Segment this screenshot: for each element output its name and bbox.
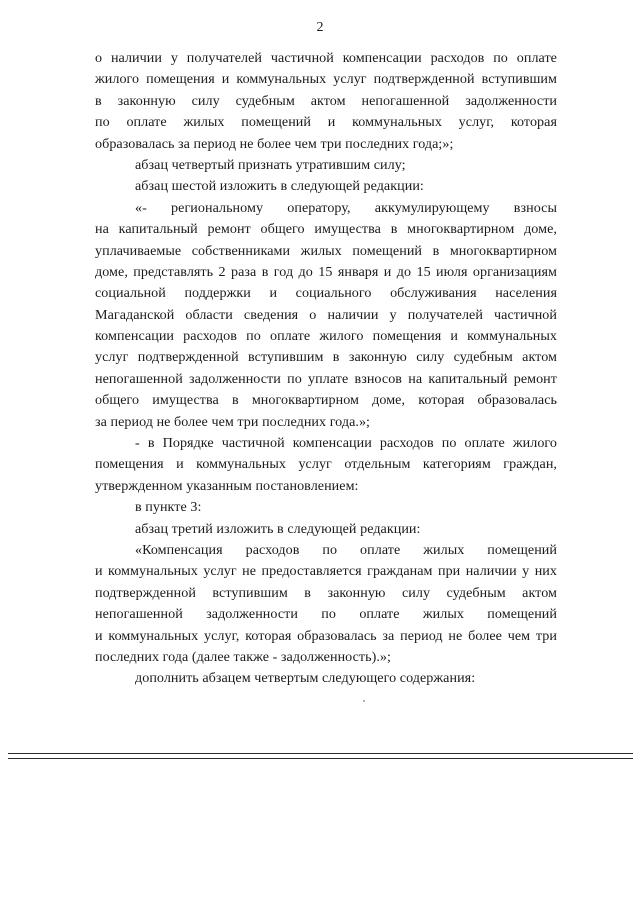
text-line: последних года (далее также - задолженность).»; — [95, 648, 391, 665]
text-line: образовалась за период не более чем три последних года;»; — [95, 135, 454, 152]
document-body — [95, 48, 557, 690]
text-line: компенсации расходов по оплате жилого помещения и коммунальных — [95, 328, 557, 345]
text-line: помещения и коммунальных услуг отдельным категориям граждан, — [95, 456, 557, 473]
text-line: доме, представлять 2 раза в год до 15 января и до 15 июля организациям — [95, 263, 557, 280]
text-line: Магаданской области сведения о наличии у получателей частичной — [95, 306, 557, 323]
text-line: - в Порядке частичной компенсации расходов по оплате жилого — [135, 435, 557, 452]
text-line: на капитальный ремонт общего имущества в многоквартирном доме, — [95, 221, 557, 238]
text-line: «- региональному оператору, аккумулирующему взносы — [135, 199, 557, 216]
text-line: абзац четвертый признать утратившим силу; — [135, 156, 406, 173]
text-line: социальной поддержки и социального обслуживания населения — [95, 285, 557, 302]
page-number: 2 — [316, 20, 324, 35]
text-line: «Компенсация расходов по оплате жилых помещений — [135, 541, 557, 558]
text-line: непогашенной задолженности по оплате жилых помещений — [95, 606, 557, 623]
text-line: непогашенной задолженности по уплате взносов на капитальный ремонт — [95, 370, 557, 387]
text-line: подтвержденной вступившим в законную силу судебным актом — [95, 584, 557, 601]
text-line: и коммунальных услуг, которая образовалась за период не более чем три — [95, 627, 557, 644]
text-line: за период не более чем три последних года.»; — [95, 413, 371, 430]
text-line: услуг подтвержденной вступившим в законную силу судебным актом — [95, 349, 557, 366]
text-line: абзац шестой изложить в следующей редакции: — [135, 178, 424, 195]
bottom-double-rule-upper — [8, 753, 633, 754]
bottom-double-rule-lower — [8, 758, 633, 759]
scan-speck — [363, 700, 365, 702]
text-line: по оплате жилых помещений и коммунальных услуг, которая — [95, 114, 557, 131]
text-line: жилого помещения и коммунальных услуг подтвержденной вступившим — [95, 71, 557, 88]
text-line: утвержденном указанным постановлением: — [95, 477, 359, 494]
text-line: в пункте 3: — [135, 499, 202, 516]
text-line: общего имущества в многоквартирном доме, которая образовалась — [95, 392, 557, 409]
text-line: о наличии у получателей частичной компенсации расходов по оплате — [95, 50, 557, 66]
text-line: и коммунальных услуг не предоставляется гражданам при наличии у них — [95, 563, 557, 580]
text-line: в законную силу судебным актом непогашенной задолженности — [95, 92, 557, 109]
text-line: дополнить абзацем четвертым следующего содержания: — [135, 670, 476, 687]
text-line: абзац третий изложить в следующей редакции: — [135, 520, 421, 537]
text-line: уплачиваемые собственниками жилых помещений в многоквартирном — [95, 242, 557, 259]
